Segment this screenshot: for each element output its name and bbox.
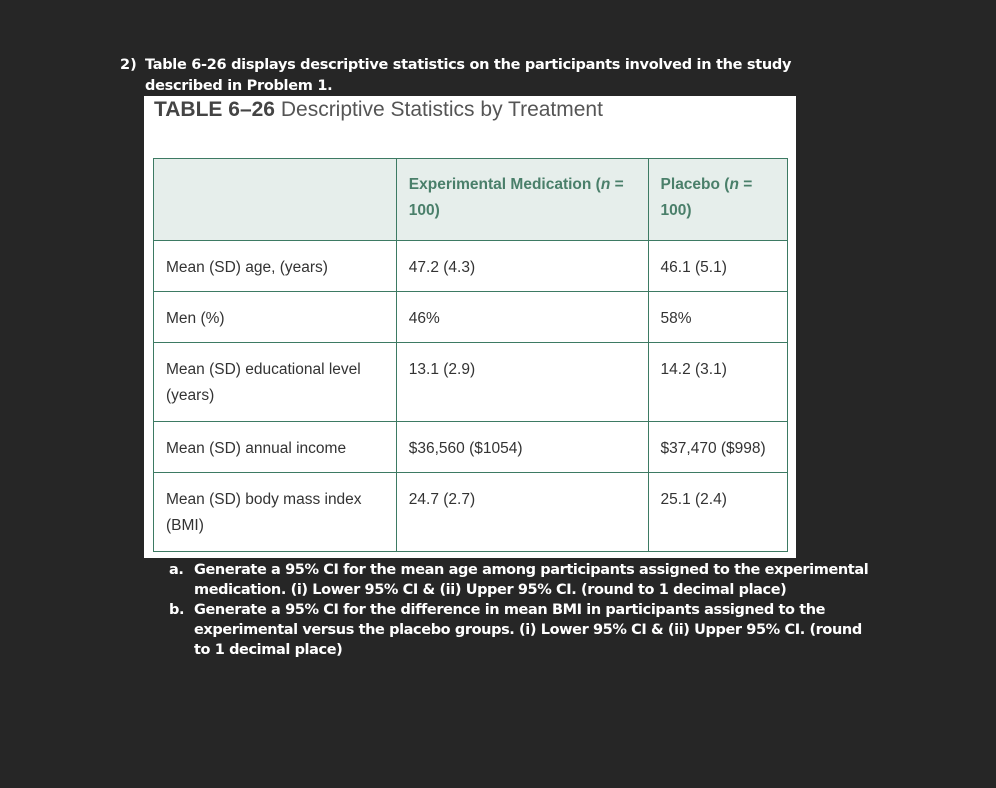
- header-placebo: Placebo (n = 100): [648, 159, 787, 241]
- table-row: [154, 343, 788, 422]
- question-letter: a.: [169, 562, 184, 578]
- placebo-value: 25.1 (2.4): [648, 473, 787, 552]
- question-text: Generate a 95% CI for the difference in mean BMI in participants assigned to the experimental versus the placebo groups. (i) Lower 95% CI & (ii) Upper 95% CI. (round to 1 decimal place): [194, 602, 862, 658]
- table-figure: [144, 96, 796, 558]
- placebo-value: $37,470 ($998): [648, 422, 787, 473]
- table-row: [154, 241, 788, 292]
- table-row: [154, 422, 788, 473]
- placebo-value: 58%: [648, 292, 787, 343]
- row-label: Mean (SD) educational level (years): [154, 343, 397, 422]
- question-a: [169, 560, 869, 600]
- question-b: [169, 600, 869, 660]
- table-row: [154, 292, 788, 343]
- experimental-value: 13.1 (2.9): [396, 343, 648, 422]
- table-title: [154, 98, 603, 122]
- header-empty: [154, 159, 397, 241]
- row-label: Mean (SD) annual income: [154, 422, 397, 473]
- problem-text: Table 6-26 displays descriptive statistics on the participants involved in the study described in Problem 1.: [145, 57, 792, 94]
- table-header-row: [154, 159, 788, 241]
- experimental-value: 24.7 (2.7): [396, 473, 648, 552]
- experimental-value: 47.2 (4.3): [396, 241, 648, 292]
- sub-questions: [169, 560, 869, 660]
- problem-number: 2): [120, 57, 137, 73]
- row-label: Men (%): [154, 292, 397, 343]
- row-label: Mean (SD) age, (years): [154, 241, 397, 292]
- question-letter: b.: [169, 602, 185, 618]
- experimental-value: 46%: [396, 292, 648, 343]
- experimental-value: $36,560 ($1054): [396, 422, 648, 473]
- descriptive-stats-table: [153, 158, 788, 552]
- header-experimental: Experimental Medication (n = 100): [396, 159, 648, 241]
- row-label: Mean (SD) body mass index (BMI): [154, 473, 397, 552]
- placebo-value: 14.2 (3.1): [648, 343, 787, 422]
- table-label: TABLE 6–26: [154, 98, 275, 121]
- table-row: [154, 473, 788, 552]
- table-caption: Descriptive Statistics by Treatment: [280, 98, 603, 121]
- question-text: Generate a 95% CI for the mean age among participants assigned to the experimental medication. (i) Lower 95% CI & (ii) Upper 95% CI. (round to 1 decimal place): [194, 562, 869, 598]
- placebo-value: 46.1 (5.1): [648, 241, 787, 292]
